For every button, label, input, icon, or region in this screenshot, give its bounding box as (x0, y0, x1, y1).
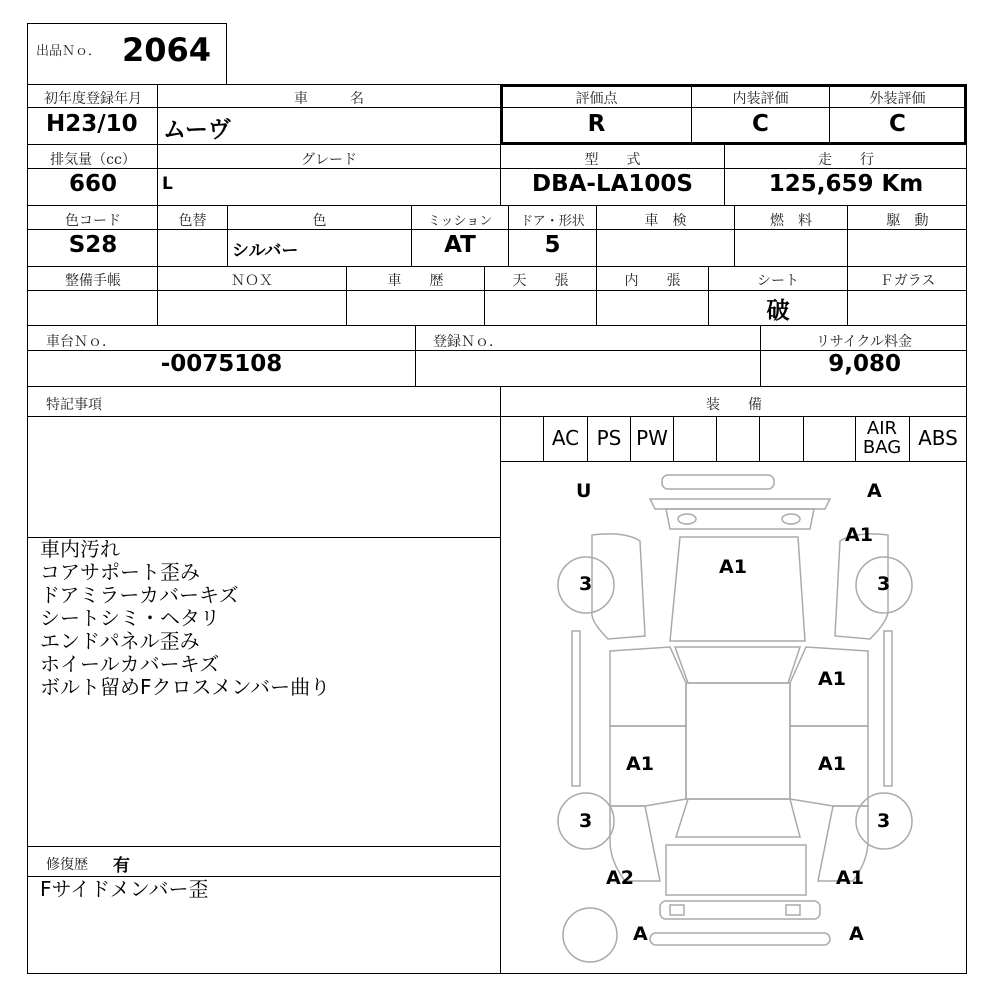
color-code-label: 色コード (65, 213, 121, 229)
grade-label: グレード (301, 152, 357, 168)
damage-door-rear-left: A1 (626, 753, 654, 775)
transmission-value: AT (444, 232, 476, 258)
roof-label: 天 張 (512, 273, 569, 289)
car-name-value: ムーヴ (163, 117, 231, 143)
seat-label: シート (757, 273, 799, 289)
equipment-ac: AC (551, 426, 580, 450)
interior-value: C (752, 111, 769, 137)
damage-quarter-right: A1 (836, 867, 864, 889)
equipment-label: 装 備 (706, 397, 762, 413)
lot-number-label: 出品Ｎｏ． (36, 44, 102, 59)
mileage-value: 125,659 Km (768, 171, 924, 197)
remarks-label: 特記事項 (46, 397, 102, 413)
mileage-label: 走 行 (818, 152, 874, 168)
exterior-value: C (889, 111, 906, 137)
damage-tire-rr: 3 (877, 810, 891, 832)
score-value: R (587, 111, 606, 137)
transmission-label: ミッション (427, 214, 493, 229)
note-1: 車内汚れ (40, 537, 120, 561)
repair-label: 修復歴 (46, 857, 88, 873)
color-code-value: S28 (68, 232, 118, 258)
color-value: シルバー (232, 241, 299, 261)
equipment-abs: ABS (918, 426, 958, 450)
damage-rear-right: A (849, 923, 864, 945)
seat-value: 破 (766, 298, 790, 324)
chassis-label: 車台Ｎｏ． (46, 334, 116, 350)
inspection-label: 車 検 (644, 213, 687, 229)
note-6: ホイールカバーキズ (40, 652, 220, 676)
note-5: エンドパネル歪み (40, 629, 200, 653)
nox-label: ＮＯＸ (231, 273, 273, 289)
fuel-label: 燃 料 (770, 213, 812, 229)
damage-fender-right: A1 (845, 524, 873, 546)
chassis-value: -0075108 (160, 351, 283, 377)
interior-trim-label: 内 張 (624, 273, 681, 289)
history-label: 車 歴 (387, 273, 444, 289)
displacement-label: 排気量（cc） (50, 152, 136, 168)
score-label: 評価点 (575, 91, 618, 107)
first-reg-label: 初年度登録年月 (44, 91, 142, 107)
interior-label: 内装評価 (732, 91, 789, 107)
glass-label: Ｆガラス (879, 273, 936, 289)
damage-door-rear-right: A1 (818, 753, 846, 775)
damage-quarter-left: A2 (606, 867, 634, 889)
model-label: 型 式 (584, 152, 641, 168)
note-2: コアサポート歪み (40, 560, 200, 584)
damage-tire-fr: 3 (877, 573, 891, 595)
model-value: DBA-LA100S (532, 171, 693, 197)
maintenance-label: 整備手帳 (65, 273, 121, 289)
door-label: ドア・形状 (520, 214, 585, 229)
equipment-ps: PS (596, 426, 622, 450)
note-7: ボルト留めFクロスメンバー曲り (40, 675, 331, 699)
color-change-label: 色替 (178, 213, 207, 229)
damage-front-left: U (576, 480, 592, 502)
equipment-pw: PW (636, 426, 668, 450)
drive-label: 駆 動 (886, 213, 929, 229)
lot-number: 2064 (122, 31, 212, 69)
damage-hood: A1 (719, 556, 747, 578)
grade-value: L (162, 174, 173, 194)
displacement-value: 660 (68, 171, 117, 197)
damage-front-right: A (867, 480, 882, 502)
recycle-label: リサイクル料金 (815, 334, 913, 350)
registration-label: 登録Ｎｏ． (433, 334, 503, 350)
car-name-label: 車 名 (294, 91, 364, 107)
recycle-value: 9,080 (828, 351, 901, 377)
first-reg-value: H23/10 (46, 111, 138, 137)
car-diagram (500, 461, 966, 973)
note-3: ドアミラーカバーキズ (40, 583, 239, 607)
repair-note: Fサイドメンバー歪 (40, 877, 209, 901)
exterior-label: 外装評価 (869, 91, 926, 107)
repair-value: 有 (113, 856, 130, 876)
damage-tire-rl: 3 (579, 810, 593, 832)
equipment-airbag: AIR BAG (862, 418, 902, 458)
color-label: 色 (312, 213, 327, 229)
damage-tire-fl: 3 (579, 573, 593, 595)
damage-rear-left: A (633, 923, 648, 945)
damage-door-front-right: A1 (818, 668, 846, 690)
note-4: シートシミ・ヘタリ (40, 606, 220, 630)
door-value: 5 (544, 232, 561, 258)
